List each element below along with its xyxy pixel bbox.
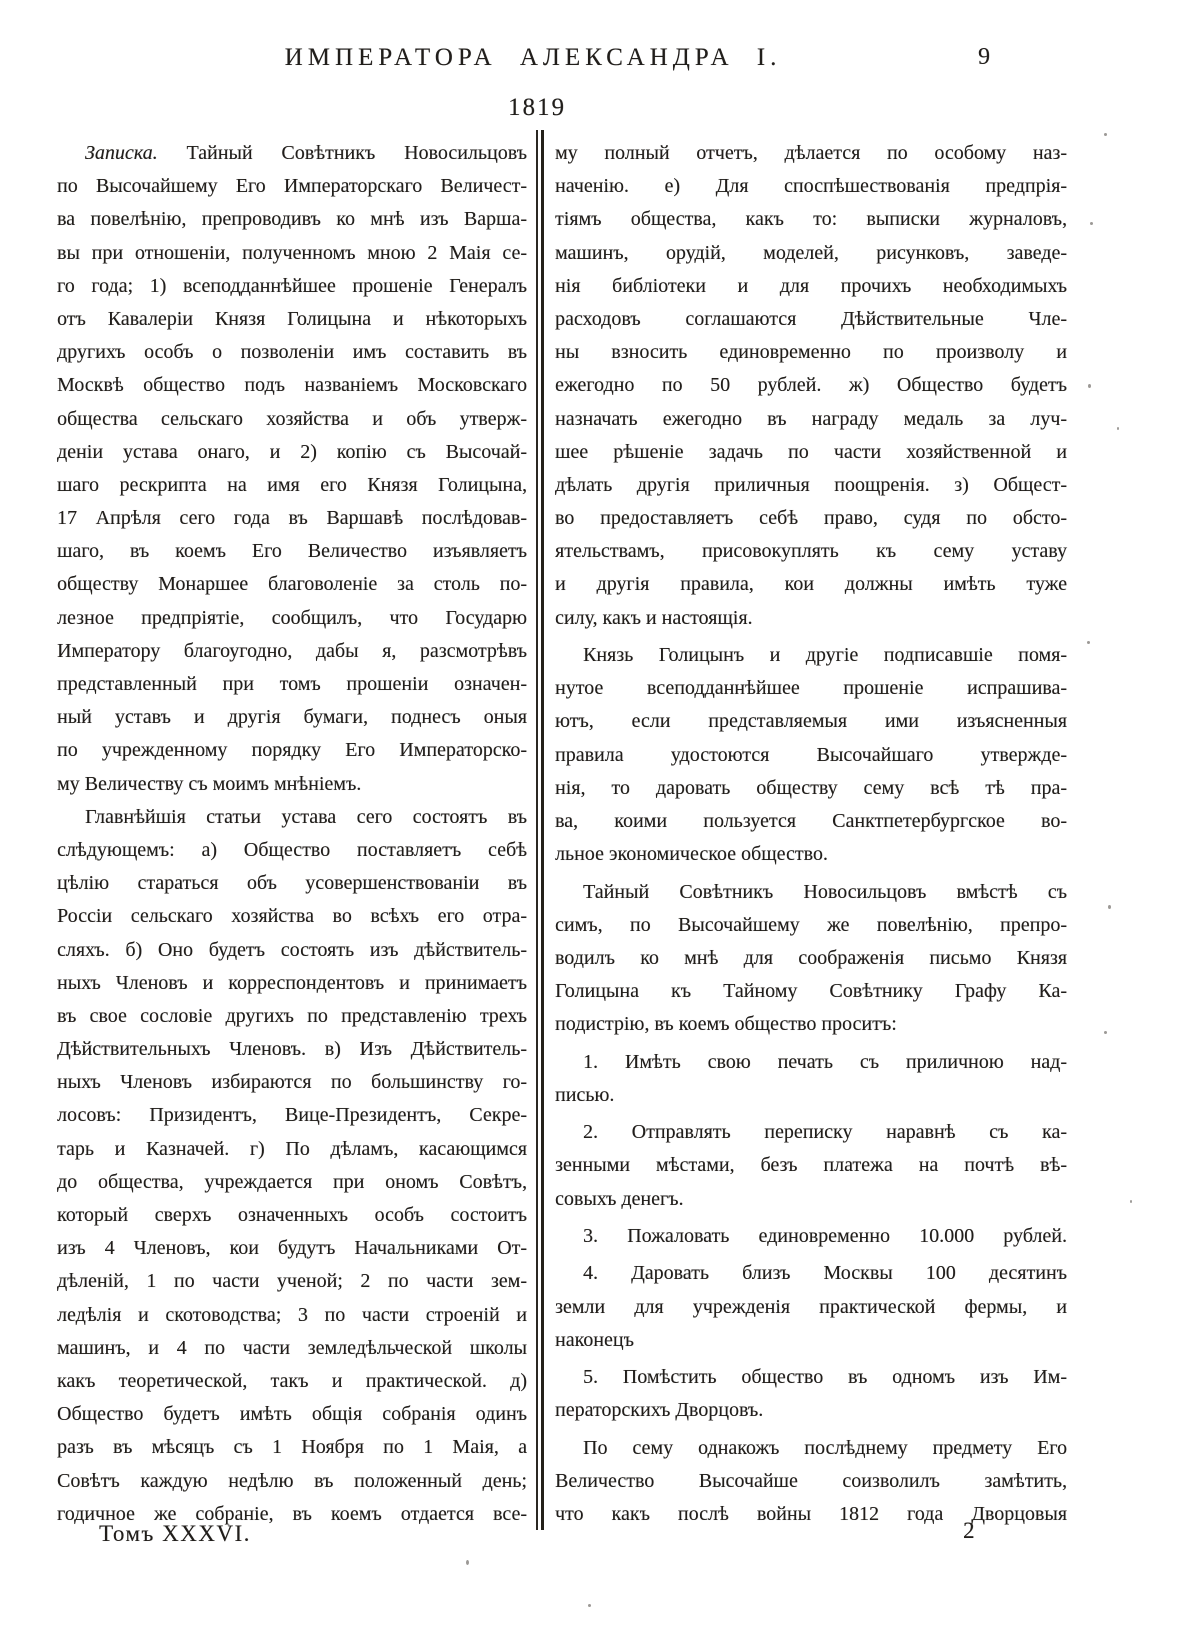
text-line: представленный при томъ прошеніи означен- [57, 673, 527, 695]
text-line: шаго рескрипта на имя его Князя Голицына, [57, 473, 527, 496]
paragraph-lead-italic: Записка. [85, 142, 158, 164]
text-line: дѣленій, 1 по части ученой; 2 по части зем- [57, 1270, 527, 1293]
text-line: цѣлію стараться объ усовершенствованіи въ [57, 872, 527, 895]
text-line: обществу Монаршее благоволеніе за столь по- [57, 573, 527, 596]
text-line: дѣлать другія приличныя поощренія. з) Общест- [555, 473, 1067, 496]
text-line: Голицына къ Тайному Совѣтнику Графу Ка- [555, 980, 1067, 1003]
text-line: что какъ послѣ войны 1812 года Дворцовыя [555, 1503, 1067, 1525]
text-line: во предоставляетъ себѣ право, судя по обсто- [555, 507, 1067, 530]
dust-speck [1130, 1200, 1132, 1203]
page-number: 9 [978, 44, 990, 70]
text-line: ператорскихъ Дворцовъ. [555, 1399, 764, 1422]
text-line: 2. Отправлять переписку наравнѣ съ ка- [583, 1121, 1067, 1144]
text-line: шее рѣшеніе задачь по части хозяйственной и [555, 440, 1067, 463]
text-line: му Величеству съ моимъ мнѣніемъ. [57, 772, 362, 795]
text-line: тарь и Казначей. г) По дѣламъ, касающимся [57, 1137, 527, 1160]
dust-speck [1088, 384, 1091, 388]
text-line: По сему однакожъ послѣднему предмету Его [583, 1436, 1067, 1459]
year-heading: 1819 [508, 94, 566, 121]
text-line: му полный отчетъ, дѣлается по особому наз- [555, 142, 1067, 164]
text-line: наченію. е) Для споспѣшествованія предпрія- [555, 175, 1067, 198]
text-line: 4. Даровать близъ Москвы 100 десятинъ [583, 1262, 1067, 1285]
text-line: Дѣйствительныхъ Членовъ. в) Изъ Дѣйствитель- [57, 1038, 527, 1061]
text-line: Князь Голицынъ и другіе подписавшіе помя- [583, 644, 1067, 666]
left-column [57, 137, 527, 1531]
text-line: общества сельскаго хозяйства и объ утверж- [57, 407, 527, 430]
text-line: и другія правила, кои должны имѣть туже [555, 573, 1067, 596]
text-line: правила удостоются Высочайшаго утвержде- [555, 743, 1067, 766]
text-line: 5. Помѣстить общество въ одномъ изъ Им- [583, 1366, 1067, 1389]
text-line: ныхъ Членовъ и корреспондентовъ и принимаетъ [57, 971, 527, 994]
text-line: подистрію, въ коемъ общество проситъ: [555, 1013, 897, 1036]
text-line: отъ Кавалеріи Князя Голицына и нѣкоторыхъ [57, 307, 527, 330]
text-line: силу, какъ и настоящія. [555, 606, 753, 629]
text-line: зенными мѣстами, безъ платежа на почтѣ вѣ- [555, 1154, 1067, 1177]
text-line: машинъ, и 4 по части земледѣльческой школы [57, 1336, 527, 1359]
text-line: ютъ, если представляемыя ими изъясненныя [555, 710, 1067, 733]
dust-speck [588, 1604, 591, 1607]
text-line: 1. Имѣть свою печать съ приличною над- [583, 1050, 1067, 1073]
text-line: по учрежденному порядку Его Императорско- [57, 739, 527, 762]
text-line: Москвѣ общество подъ названіемъ Московскаго [57, 374, 527, 397]
text-line: изъ 4 Членовъ, кои будутъ Начальниками От- [57, 1237, 527, 1260]
text-line: го года; 1) всеподданнѣйшее прошеніе Генералъ [57, 274, 527, 297]
dust-speck [1087, 641, 1090, 644]
text-line: Россіи сельскаго хозяйства во всѣхъ его отра- [57, 905, 527, 928]
text-line: годичное же собраніе, въ коемъ отдается все- [57, 1502, 527, 1525]
volume-label: Томъ XXXVI. [99, 1521, 251, 1546]
running-title: ИМПЕРАТОРА АЛЕКСАНДРА I. [284, 44, 782, 71]
text-line: машинъ, орудій, моделей, рисунковъ, заведе- [555, 241, 1067, 264]
text-line: писью. [555, 1083, 615, 1106]
text-line: ва повелѣнію, препроводивъ ко мнѣ изъ Варша- [57, 208, 527, 231]
text-line: ежегодно по 50 рублей. ж) Общество будетъ [555, 374, 1067, 397]
text-line: ны взносить единовременно по произволу и [555, 341, 1067, 364]
text-line: нутое всеподданнѣйшее прошеніе испрашива- [555, 677, 1067, 700]
dust-speck [1104, 133, 1107, 136]
text-line: ныхъ Членовъ избираются по большинству го- [57, 1071, 527, 1094]
text-line: ятельствамъ, присовокуплять къ сему уставу [555, 540, 1067, 563]
text-line: какъ теоретической, такъ и практической. д) [57, 1369, 527, 1392]
text-line: разъ въ мѣсяцъ съ 1 Ноября по 1 Маія, а [57, 1436, 527, 1459]
text-line: Совѣтъ каждую недѣлю въ положенный день; [57, 1469, 527, 1492]
text-line: водилъ ко мнѣ для соображенія письмо Князя [555, 946, 1067, 969]
text-line: расходовъ соглашаются Дѣйствительные Чле- [555, 307, 1067, 330]
dust-speck [1117, 427, 1119, 430]
text-line: Записка. Тайный Совѣтникъ Новосильцовъ [85, 142, 527, 164]
text-line: лезное предпріятіе, сообщилъ, что Государю [57, 606, 527, 629]
text-line: до общества, учреждается при ономъ Совѣтъ, [57, 1170, 527, 1193]
dust-speck [1108, 905, 1111, 909]
text-line: по Высочайшему Его Императорскаго Величест- [57, 175, 527, 198]
text-line: который сверхъ означенныхъ особъ состоитъ [57, 1204, 527, 1226]
text-line: тіямъ общества, какъ то: выписки журналовъ, [555, 208, 1067, 231]
text-line: слѣдующемъ: а) Общество поставляетъ себѣ [57, 838, 527, 861]
text-line: сляхъ. б) Оно будетъ состоять изъ дѣйствитель- [57, 938, 527, 961]
text-line: нія библіотеки и для прочихъ необходимыхъ [555, 274, 1067, 297]
text-line: льное экономическое общество. [555, 843, 828, 866]
text-line: совыхъ денегъ. [555, 1187, 684, 1210]
text-line: шаго, въ коемъ Его Величество изъявляетъ [57, 540, 527, 563]
dust-speck [466, 1560, 469, 1565]
text-line: нія, то даровать обществу сему всѣ тѣ пра- [555, 776, 1067, 799]
text-line: 17 Апрѣля сего года въ Варшавѣ послѣдовав- [57, 507, 527, 530]
text-line: Императору благоугодно, дабы я, разсмотрѣвъ [57, 639, 527, 662]
dust-speck [1104, 1031, 1107, 1034]
text-line: Общество будетъ имѣть общія собранія одинъ [57, 1403, 527, 1426]
text-line: симъ, по Высочайшему же повелѣнію, препро- [555, 913, 1067, 936]
text-line: Тайный Совѣтникъ Новосильцовъ вмѣстѣ съ [583, 880, 1067, 903]
text-line: земли для учрежденія практической фермы, и [555, 1295, 1067, 1318]
text-line: деніи устава онаго, и 2) копію съ Высочай- [57, 440, 527, 463]
text-line: наконецъ [555, 1328, 634, 1351]
text-line: Главнѣйшія статьи устава сего состоятъ въ [85, 805, 527, 828]
text-line: ледѣлія и скотоводства; 3 по части строеній и [57, 1303, 527, 1326]
text-line: ва, коими пользуется Санктпетербургское во- [555, 809, 1067, 832]
text-line: ный уставъ и другія бумаги, поднесъ оныя [57, 706, 527, 729]
dust-speck [1090, 222, 1093, 225]
column-divider-rule [536, 130, 544, 1530]
text-line: 3. Пожаловать единовременно 10.000 рублей. [583, 1224, 1067, 1247]
text-line: Величество Высочайше соизволилъ замѣтить, [555, 1469, 1067, 1492]
text-line: назначать ежегодно въ награду медаль за луч- [555, 407, 1067, 430]
right-column [555, 137, 1067, 1531]
text-line: вы при отношеніи, полученномъ мною 2 Маія се- [57, 241, 527, 264]
signature-mark: 2 [963, 1518, 975, 1543]
text-line: лосовъ: Призидентъ, Вице-Президентъ, Секре- [57, 1104, 527, 1127]
text-line: въ свое сословіе другихъ по представленію трехъ [57, 1004, 527, 1027]
text-line: другихъ особъ о позволеніи имъ составить въ [57, 341, 527, 364]
